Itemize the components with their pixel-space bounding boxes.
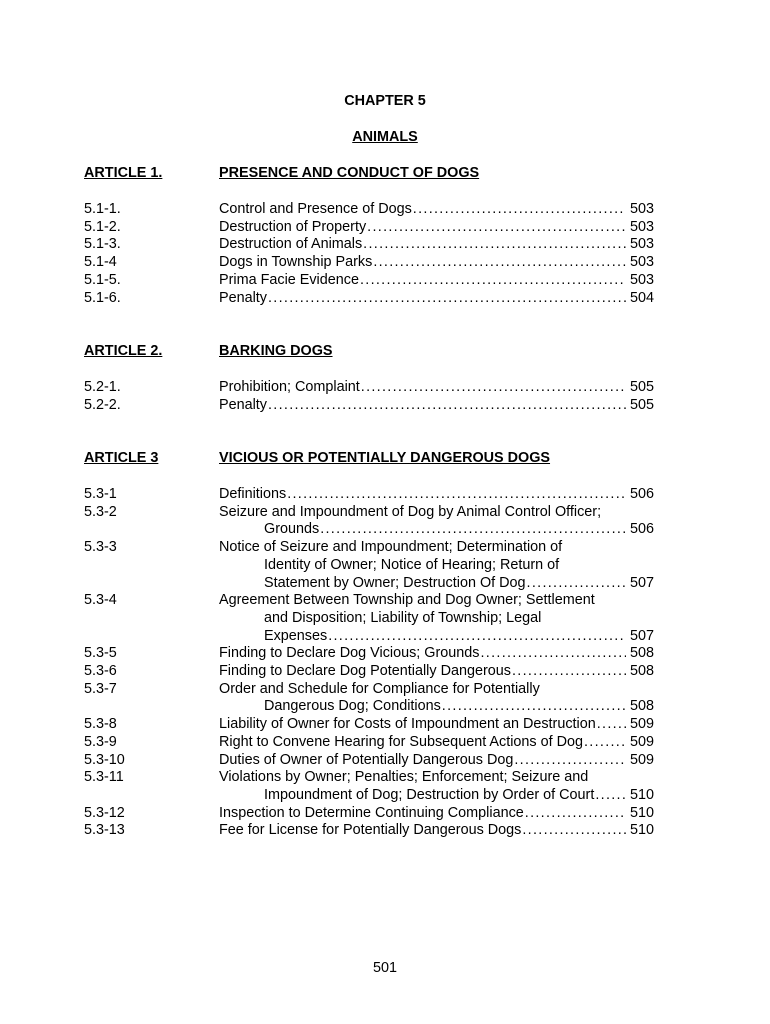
section-title: Order and Schedule for Compliance for Potentially xyxy=(219,680,540,697)
section-number: 5.1-3. xyxy=(84,236,121,253)
entry-line xyxy=(219,521,654,539)
section-title: Dogs in Township Parks xyxy=(219,254,373,271)
page-reference: 507 xyxy=(629,574,654,591)
entry-line xyxy=(219,716,654,734)
chapter-label: CHAPTER 5 xyxy=(344,93,426,109)
entry-line xyxy=(219,592,654,610)
dot-leader xyxy=(512,663,626,681)
section-number: 5.1-4 xyxy=(84,254,117,271)
page-reference: 503 xyxy=(629,236,654,253)
page-reference: 503 xyxy=(629,254,654,271)
article-heading xyxy=(84,165,654,183)
entry-line xyxy=(219,236,654,254)
dot-leader xyxy=(413,201,626,219)
dot-leader xyxy=(527,575,626,593)
page-reference: 509 xyxy=(629,733,654,750)
dot-leader xyxy=(481,645,626,663)
page-reference: 503 xyxy=(629,201,654,217)
page-reference: 504 xyxy=(629,289,654,306)
dot-leader xyxy=(514,752,626,770)
toc-entry xyxy=(84,822,654,840)
toc-entry xyxy=(84,663,654,681)
toc-entry xyxy=(84,769,654,804)
section-number: 5.2-2. xyxy=(84,396,121,413)
section-title-continuation: Grounds xyxy=(264,521,320,538)
section-number: 5.3-7 xyxy=(84,680,117,697)
section-number: 5.1-1. xyxy=(84,201,121,217)
section-number: 5.3-6 xyxy=(84,663,117,680)
entry-line xyxy=(219,681,654,699)
section-title: Fee for License for Potentially Dangerous Dogs xyxy=(219,822,522,839)
section-number: 5.3-13 xyxy=(84,822,125,839)
dot-leader xyxy=(320,521,626,539)
page-reference: 508 xyxy=(629,698,654,715)
toc-entry xyxy=(84,681,654,716)
section-number: 5.3-1 xyxy=(84,486,117,502)
article-heading xyxy=(84,450,654,468)
dot-leader xyxy=(363,236,626,254)
section-number: 5.1-2. xyxy=(84,218,121,235)
toc-entry xyxy=(84,219,654,237)
toc-entry xyxy=(84,397,654,415)
section-title: Seizure and Impoundment of Dog by Animal Control Officer; xyxy=(219,503,602,520)
section-title: Finding to Declare Dog Potentially Dangerous xyxy=(219,663,511,680)
entry-line xyxy=(219,752,654,770)
section-list xyxy=(84,201,654,307)
dot-leader xyxy=(597,716,626,734)
page-reference: 503 xyxy=(629,271,654,288)
entry-line xyxy=(219,805,654,823)
toc-entry xyxy=(84,504,654,539)
page-reference: 508 xyxy=(629,663,654,680)
toc-entry xyxy=(84,592,654,645)
entry-line xyxy=(219,290,654,308)
article-number: ARTICLE 2. xyxy=(84,343,163,359)
section-title: Finding to Declare Dog Vicious; Grounds xyxy=(219,645,480,662)
page-reference: 510 xyxy=(629,804,654,821)
toc-entry xyxy=(84,716,654,734)
page-reference: 509 xyxy=(629,716,654,733)
section-title-continuation: Impoundment of Dog; Destruction by Order of Court xyxy=(264,786,595,803)
section-number: 5.3-2 xyxy=(84,503,117,520)
dot-leader xyxy=(367,219,626,237)
section-title: Agreement Between Township and Dog Owner; Settlement xyxy=(219,592,595,609)
toc-entry xyxy=(84,254,654,272)
section-title-continuation: Dangerous Dog; Conditions xyxy=(264,698,441,715)
entry-line xyxy=(219,663,654,681)
entry-line xyxy=(219,628,654,646)
section-number: 5.3-5 xyxy=(84,645,117,662)
page-reference: 507 xyxy=(629,627,654,644)
page-reference: 506 xyxy=(629,486,654,502)
section-number: 5.1-6. xyxy=(84,289,121,306)
article-title: BARKING DOGS xyxy=(219,343,333,359)
entry-line xyxy=(219,698,654,716)
entry-line xyxy=(219,645,654,663)
dot-leader xyxy=(268,397,626,415)
entry-line xyxy=(219,787,654,805)
dot-leader xyxy=(287,486,626,504)
section-title-continuation: Identity of Owner; Notice of Hearing; Return of xyxy=(264,556,560,573)
section-number: 5.3-12 xyxy=(84,804,125,821)
page-number: 501 xyxy=(372,960,397,976)
section-number: 5.3-11 xyxy=(84,769,124,786)
section-number: 5.3-4 xyxy=(84,592,117,609)
section-number: 5.3-8 xyxy=(84,716,117,733)
entry-line xyxy=(219,397,654,415)
section-title-continuation: and Disposition; Liability of Township; Legal xyxy=(264,609,542,626)
section-title: Duties of Owner of Potentially Dangerous Dog xyxy=(219,751,514,768)
article-number: ARTICLE 1. xyxy=(84,165,163,181)
section-title-continuation: Statement by Owner; Destruction Of Dog xyxy=(264,574,526,591)
section-number: 5.2-1. xyxy=(84,379,121,395)
entry-line xyxy=(219,610,654,628)
page-reference: 503 xyxy=(629,218,654,235)
toc-entry xyxy=(84,645,654,663)
section-number: 5.1-5. xyxy=(84,271,121,288)
section-title: Notice of Seizure and Impoundment; Determination of xyxy=(219,539,563,556)
page-reference: 510 xyxy=(629,822,654,839)
toc-entry xyxy=(84,805,654,823)
dot-leader xyxy=(595,787,626,805)
toc-entry xyxy=(84,290,654,308)
section-number: 5.3-3 xyxy=(84,539,117,556)
page-reference: 509 xyxy=(629,751,654,768)
dot-leader xyxy=(361,379,626,397)
section-title: Right to Convene Hearing for Subsequent Actions of Dog xyxy=(219,733,583,750)
entry-line xyxy=(219,575,654,593)
article-title: PRESENCE AND CONDUCT OF DOGS xyxy=(219,165,480,181)
article-number: ARTICLE 3 xyxy=(84,450,159,466)
section-title: Penalty xyxy=(219,289,267,306)
section-list xyxy=(84,486,654,840)
section-title: Destruction of Animals xyxy=(219,236,363,253)
page-reference: 510 xyxy=(629,786,654,803)
section-title: Definitions xyxy=(219,486,287,502)
section-title: Destruction of Property xyxy=(219,218,367,235)
section-title: Penalty xyxy=(219,396,267,413)
dot-leader xyxy=(328,628,626,646)
entry-line xyxy=(219,254,654,272)
entry-line xyxy=(219,272,654,290)
section-title: Violations by Owner; Penalties; Enforcement; Seizure and xyxy=(219,769,589,786)
dot-leader xyxy=(525,805,626,823)
entry-line xyxy=(219,379,654,397)
dot-leader xyxy=(584,734,626,752)
entry-line xyxy=(219,822,654,840)
toc-entry xyxy=(84,539,654,592)
entry-line xyxy=(219,769,654,787)
section-title: Inspection to Determine Continuing Compliance xyxy=(219,804,524,821)
article-heading xyxy=(84,343,654,361)
page-reference: 505 xyxy=(629,379,654,395)
entry-line xyxy=(219,201,654,219)
page-reference: 508 xyxy=(629,645,654,662)
section-title: Prohibition; Complaint xyxy=(219,379,360,395)
dot-leader xyxy=(360,272,626,290)
section-number: 5.3-10 xyxy=(84,751,125,768)
article-title: VICIOUS OR POTENTIALLY DANGEROUS DOGS xyxy=(219,450,551,466)
entry-line xyxy=(219,504,654,522)
section-number: 5.3-9 xyxy=(84,733,117,750)
toc-entry xyxy=(84,272,654,290)
toc-entry xyxy=(84,379,654,397)
section-list xyxy=(84,379,654,414)
dot-leader xyxy=(522,822,626,840)
toc-entry xyxy=(84,486,654,504)
entry-line xyxy=(219,734,654,752)
chapter-title: ANIMALS xyxy=(352,129,418,145)
dot-leader xyxy=(373,254,626,272)
section-title: Control and Presence of Dogs xyxy=(219,201,412,217)
toc-entry xyxy=(84,734,654,752)
page-reference: 506 xyxy=(629,521,654,538)
page-reference: 505 xyxy=(629,396,654,413)
dot-leader xyxy=(442,698,626,716)
section-title: Prima Facie Evidence xyxy=(219,271,359,288)
toc-entry xyxy=(84,201,654,219)
dot-leader xyxy=(268,290,626,308)
entry-line xyxy=(219,539,654,557)
toc-entry xyxy=(84,236,654,254)
entry-line xyxy=(219,486,654,504)
section-title: Liability of Owner for Costs of Impoundment an Destruction xyxy=(219,716,596,733)
entry-line xyxy=(219,219,654,237)
entry-line xyxy=(219,557,654,575)
toc-entry xyxy=(84,752,654,770)
section-title-continuation: Expenses xyxy=(264,627,328,644)
